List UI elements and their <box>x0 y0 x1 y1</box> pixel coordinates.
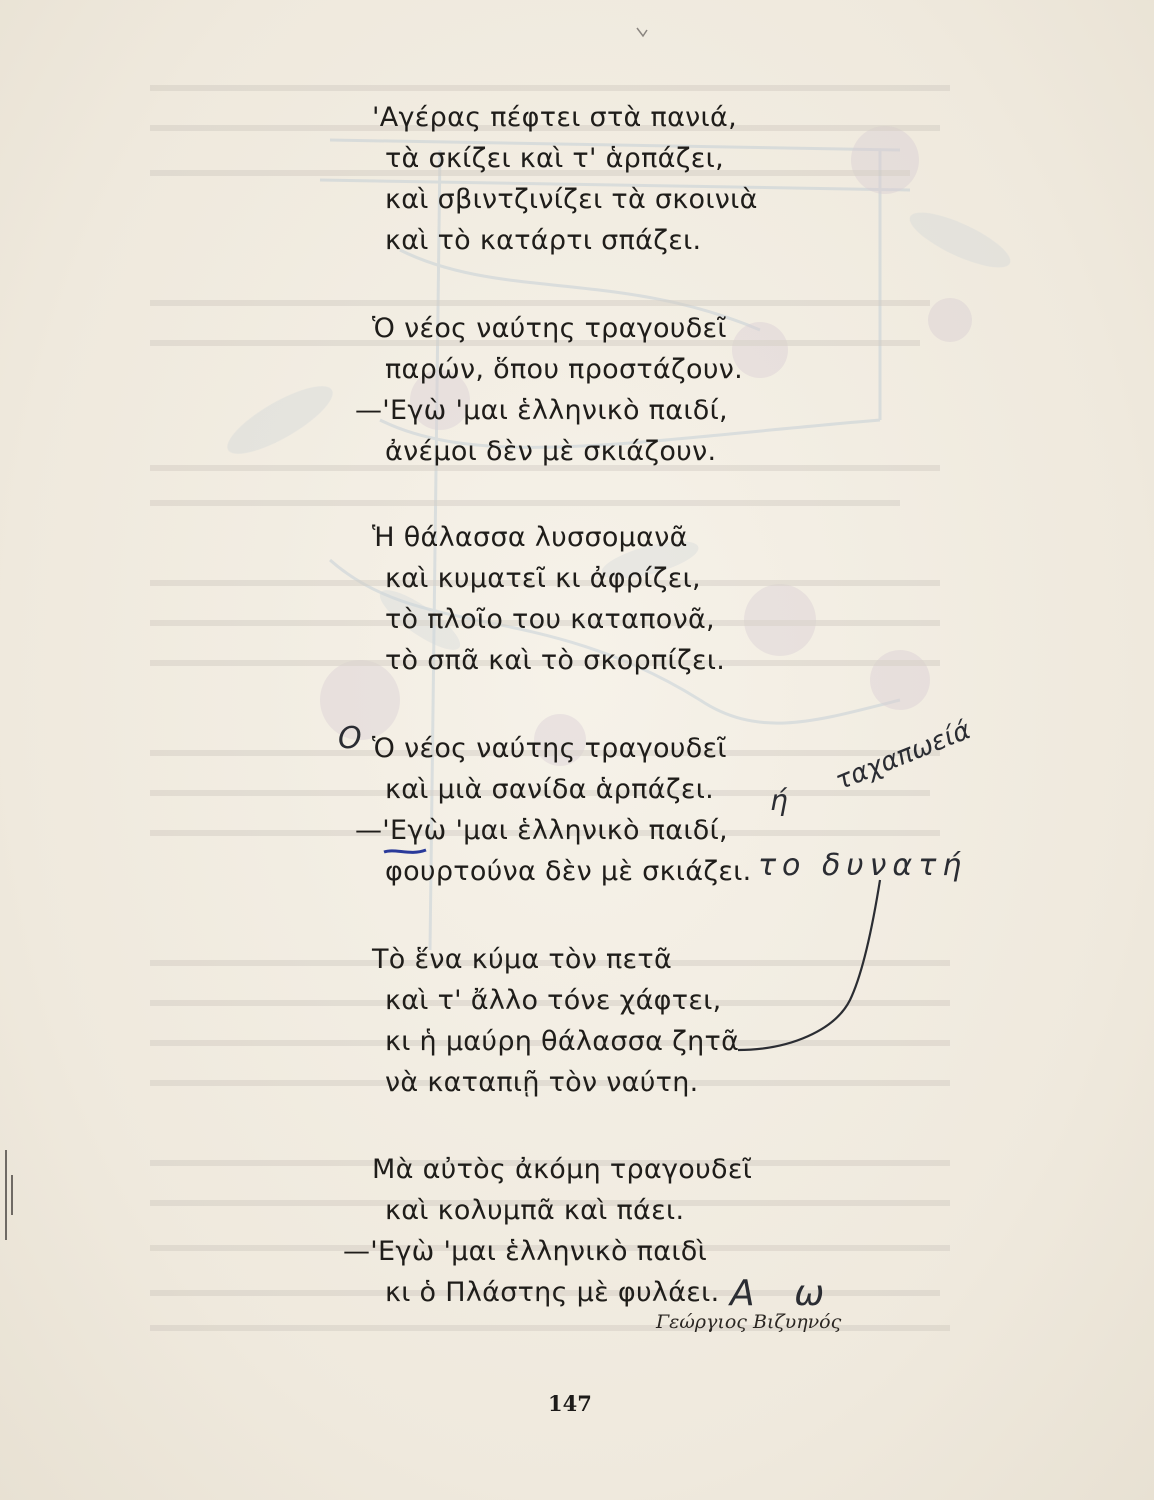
poem-line: φουρτούνα δὲν μὲ σκιάζει. <box>385 856 752 887</box>
poem-line: Ὁ νέος ναύτης τραγουδεῖ <box>372 733 727 764</box>
poem-line: Ἡ θάλασσα λυσσομανᾶ <box>372 522 688 553</box>
poem-line: ἀνέμοι δὲν μὲ σκιάζουν. <box>385 436 717 467</box>
poem-line: κι ὁ Πλάστης μὲ φυλάει. <box>385 1277 720 1308</box>
poem-line: —'Εγὼ 'μαι ἑλληνικὸ παιδί, <box>355 815 728 846</box>
author-name: Γεώργιος Βιζυηνός <box>656 1311 842 1333</box>
poem-line: Τὸ ἕνα κύμα τὸν πετᾶ <box>372 944 673 975</box>
poem-line: 'Αγέρας πέφτει στὰ πανιά, <box>372 102 737 133</box>
poem-line: καὶ τὸ κατάρτι σπάζει. <box>385 225 702 256</box>
poem-line: καὶ κολυμπᾶ καὶ πάει. <box>385 1195 685 1226</box>
poem-line: τὰ σκίζει καὶ τ' ἁρπάζει, <box>385 143 724 174</box>
poem-line: κι ἡ μαύρη θάλασσα ζητᾶ <box>385 1026 740 1057</box>
handwritten-word: ταχαπωείά <box>831 715 975 797</box>
handwritten-initials: Α ω <box>730 1273 839 1314</box>
poem-line: Ὁ νέος ναύτης τραγουδεῖ <box>372 313 727 344</box>
handwritten-word: ή <box>770 784 788 817</box>
margin-annotation: Ο <box>338 721 362 756</box>
poem-line: Μὰ αὐτὸς ἀκόμη τραγουδεῖ <box>372 1154 753 1185</box>
poem-line: —'Εγὼ 'μαι ἑλληνικὸ παιδὶ <box>343 1236 708 1267</box>
poem-line: καὶ τ' ἄλλο τόνε χάφτει, <box>385 985 722 1016</box>
poem-line: καὶ σβιντζινίζει τὰ σκοινιὰ <box>385 184 758 215</box>
poem-line: —'Εγὼ 'μαι ἑλληνικὸ παιδί, <box>355 395 728 426</box>
poem-line: νὰ καταπιῇ τὸν ναύτη. <box>385 1067 699 1098</box>
poem-line: τὸ πλοῖο του καταπονᾶ, <box>385 604 715 635</box>
poem-line: καὶ μιὰ σανίδα ἁρπάζει. <box>385 774 715 805</box>
page-number: 147 <box>548 1391 592 1416</box>
poem-line: τὸ σπᾶ καὶ τὸ σκορπίζει. <box>385 645 726 676</box>
poem-line: παρών, ὅπου προστάζουν. <box>385 354 744 385</box>
handwritten-word: το δυνατή <box>758 848 968 883</box>
poem-line: καὶ κυματεῖ κι ἀφρίζει, <box>385 563 701 594</box>
